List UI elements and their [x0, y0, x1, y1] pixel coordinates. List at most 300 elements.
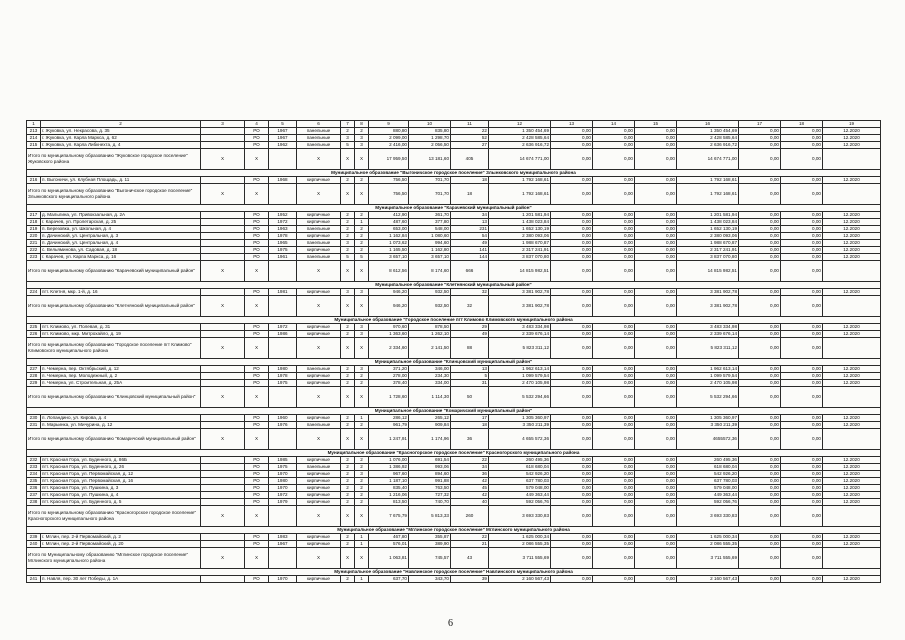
- table-cell: 0,00: [739, 464, 781, 471]
- table-cell: 967,60: [369, 471, 409, 478]
- table-cell: 5: [341, 142, 355, 149]
- table-cell: 12.2020: [823, 247, 881, 254]
- subtotal-empty: [269, 261, 297, 282]
- table-cell: 487,60: [369, 219, 409, 226]
- table-cell: кирпичные: [297, 415, 341, 422]
- table-cell: 0,00: [635, 219, 677, 226]
- table-cell: 237: [27, 492, 41, 499]
- table-cell: [201, 128, 245, 135]
- subtotal-area-total: 1 247,91: [369, 429, 409, 450]
- section-heading-row: [27, 408, 881, 415]
- table-cell: кирпичные: [297, 373, 341, 380]
- table-cell: 0,00: [593, 576, 635, 583]
- table-cell: 265,12: [409, 415, 451, 422]
- table-cell: 576,01: [369, 541, 409, 548]
- table-cell: 740,70: [409, 499, 451, 506]
- section-heading-row: [27, 569, 881, 576]
- table-cell: 0,00: [635, 177, 677, 184]
- table-cell: 835,40: [369, 485, 409, 492]
- table-cell: 637 780,03: [489, 478, 551, 485]
- table-cell: 1 792 168,61: [489, 177, 551, 184]
- table-cell: 0,00: [593, 247, 635, 254]
- table-cell: 232: [27, 457, 41, 464]
- table-cell: 894,60: [409, 471, 451, 478]
- table-cell: 238: [27, 499, 41, 506]
- table-cell: 0,00: [551, 478, 593, 485]
- table-cell: 12.2020: [823, 415, 881, 422]
- subtotal-value: 0,00: [739, 338, 781, 359]
- subtotal-value: 0,00: [551, 338, 593, 359]
- column-number: 15: [635, 121, 677, 128]
- subtotal-value: 0,00: [781, 506, 823, 527]
- table-cell: [201, 142, 245, 149]
- table-cell: панельные: [297, 240, 341, 247]
- table-cell: кирпичные: [297, 457, 341, 464]
- table-cell: 2: [341, 485, 355, 492]
- table-cell: 412,90: [369, 212, 409, 219]
- table-cell: 2: [341, 366, 355, 373]
- table-cell: 0,00: [551, 128, 593, 135]
- table-cell: 0,00: [781, 233, 823, 240]
- subtotal-value: 0,00: [635, 296, 677, 317]
- table-cell: 12.2020: [823, 226, 881, 233]
- table-cell: пгт. Красная Гора, ул. Пушкина, д. 4: [41, 492, 201, 499]
- table-cell: 2 380 093,06: [677, 233, 739, 240]
- table-cell: 2: [355, 478, 369, 485]
- subtotal-value: 0,00: [551, 261, 593, 282]
- table-cell: 0,00: [551, 142, 593, 149]
- subtotal-cost-owner: 5 532 294,66: [677, 387, 739, 408]
- table-cell: 0,00: [781, 457, 823, 464]
- table-cell: 1 652 130,19: [677, 226, 739, 233]
- table-cell: 1: [355, 219, 369, 226]
- table-cell: 355,87: [409, 534, 451, 541]
- subtotal-empty: [269, 149, 297, 170]
- table-cell: 22: [451, 457, 489, 464]
- subtotal-x: Х: [245, 149, 269, 170]
- subtotal-value: 0,00: [635, 338, 677, 359]
- subtotal-label: Итого по муниципальному образованию "Клинцовский муниципальный район": [27, 387, 201, 408]
- subtotal-empty: [269, 387, 297, 408]
- subtotal-residents: 32: [451, 296, 489, 317]
- subtotal-value: 0,00: [739, 506, 781, 527]
- subtotal-label: Итого по муниципальному образованию "Комаричский муниципальный район": [27, 429, 201, 450]
- table-cell: 1980: [269, 478, 297, 485]
- table-cell: кирпичные: [297, 534, 341, 541]
- table-cell: 0,00: [739, 380, 781, 387]
- table-row: [27, 212, 881, 219]
- subtotal-row: [27, 184, 881, 205]
- table-cell: 1 988 670,87: [677, 240, 739, 247]
- column-number: 5: [269, 121, 297, 128]
- section-heading-row: [27, 359, 881, 366]
- table-cell: 1976: [269, 422, 297, 429]
- table-cell: 1985: [269, 457, 297, 464]
- table-cell: 12.2020: [823, 289, 881, 296]
- table-row: [27, 226, 881, 233]
- table-cell: 2 056,50: [409, 142, 451, 149]
- table-cell: РО: [245, 478, 269, 485]
- table-cell: 2: [341, 457, 355, 464]
- table-cell: панельные: [297, 422, 341, 429]
- table-cell: 29: [451, 324, 489, 331]
- subtotal-cost: 5 532 294,66: [489, 387, 551, 408]
- subtotal-row: [27, 296, 881, 317]
- subtotal-value: 0,00: [551, 149, 593, 170]
- table-cell: [201, 457, 245, 464]
- table-cell: РО: [245, 331, 269, 338]
- subtotal-cost: 3 711 555,69: [489, 548, 551, 569]
- table-cell: кирпичные: [297, 247, 341, 254]
- subtotal-value: 0,00: [635, 184, 677, 205]
- table-cell: 1 201 581,94: [489, 212, 551, 219]
- table-cell: 12.2020: [823, 422, 881, 429]
- subtotal-value: 0,00: [781, 429, 823, 450]
- table-cell: [201, 289, 245, 296]
- table-cell: 0,00: [635, 212, 677, 219]
- section-heading-row: [27, 527, 881, 534]
- table-cell: кирпичные: [297, 233, 341, 240]
- table-cell: 0,00: [739, 226, 781, 233]
- column-number: 2: [41, 121, 201, 128]
- section-heading: Муниципальное образование "Красногорское городское поселение" Красногорского муниципального района: [27, 450, 881, 457]
- table-cell: [201, 492, 245, 499]
- table-cell: 12.2020: [823, 464, 881, 471]
- table-cell: 3 837 070,80: [677, 254, 739, 261]
- table-cell: кирпичные: [297, 331, 341, 338]
- table-cell: 214: [27, 135, 41, 142]
- table-cell: 1975: [269, 380, 297, 387]
- table-cell: 0,00: [635, 541, 677, 548]
- table-cell: кирпичные: [297, 177, 341, 184]
- table-cell: 1 438 023,84: [489, 219, 551, 226]
- table-cell: 2: [341, 324, 355, 331]
- table-cell: 579 048,00: [677, 485, 739, 492]
- subtotal-x: Х: [355, 387, 369, 408]
- subtotal-empty: [823, 548, 881, 569]
- table-cell: 0,00: [781, 492, 823, 499]
- table-cell: 2: [355, 233, 369, 240]
- subtotal-x: Х: [297, 184, 341, 205]
- table-cell: п. Навля, пер. 30 лет Победы, д. 1А: [41, 576, 201, 583]
- table-cell: 0,00: [551, 212, 593, 219]
- page-number: 6: [448, 618, 453, 629]
- subtotal-value: 0,00: [635, 429, 677, 450]
- table-cell: 1970: [269, 576, 297, 583]
- table-row: [27, 380, 881, 387]
- table-cell: 0,00: [739, 576, 781, 583]
- subtotal-value: 0,00: [551, 387, 593, 408]
- table-cell: п. Дачинский, ул. Центральная, д. 4: [41, 240, 201, 247]
- subtotal-x: Х: [245, 184, 269, 205]
- table-cell: п. Березовка, ул. Школьная, д. 4: [41, 226, 201, 233]
- subtotal-area-living: 5 813,33: [409, 506, 451, 527]
- table-cell: 0,00: [739, 135, 781, 142]
- table-cell: 334,00: [409, 380, 451, 387]
- table-cell: 1967: [269, 128, 297, 135]
- table-cell: 0,00: [593, 464, 635, 471]
- table-cell: 233: [27, 464, 41, 471]
- table-cell: 994,60: [409, 240, 451, 247]
- table-cell: 371,20: [369, 366, 409, 373]
- table-cell: [201, 576, 245, 583]
- subtotal-row: [27, 261, 881, 282]
- table-cell: 0,00: [781, 289, 823, 296]
- table-cell: РО: [245, 233, 269, 240]
- table-cell: 12.2020: [823, 324, 881, 331]
- subtotal-value: 0,00: [593, 149, 635, 170]
- table-cell: кирпичные: [297, 541, 341, 548]
- section-heading-row: [27, 170, 881, 177]
- subtotal-value: 0,00: [739, 548, 781, 569]
- column-number: 7: [341, 121, 355, 128]
- table-cell: 343,70: [409, 576, 451, 583]
- table-cell: 42: [451, 492, 489, 499]
- table-cell: 40: [451, 499, 489, 506]
- table-cell: 231: [451, 226, 489, 233]
- table-cell: 1963: [269, 226, 297, 233]
- subtotal-empty: [823, 261, 881, 282]
- table-cell: 0,00: [593, 422, 635, 429]
- table-body: [27, 121, 881, 583]
- table-cell: 909,84: [409, 422, 451, 429]
- table-cell: 0,00: [551, 240, 593, 247]
- subtotal-x: Х: [245, 261, 269, 282]
- subtotal-empty: [269, 548, 297, 569]
- table-cell: 2: [341, 415, 355, 422]
- table-cell: 0,00: [593, 128, 635, 135]
- table-cell: 0,00: [781, 576, 823, 583]
- section-heading: Муниципальное образование "Клинцовский муниципальный район": [27, 359, 881, 366]
- subtotal-label: Итого по муниципальному образованию "Жуковское городское поселение" Жуковского района: [27, 149, 201, 170]
- table-cell: 2: [341, 492, 355, 499]
- table-cell: 1 350 454,69: [677, 128, 739, 135]
- table-cell: г. Карачев, ул. Карла Маркса, д. 16: [41, 254, 201, 261]
- subtotal-x: Х: [201, 387, 245, 408]
- table-cell: панельные: [297, 226, 341, 233]
- subtotal-x: Х: [201, 548, 245, 569]
- subtotal-empty: [823, 506, 881, 527]
- table-cell: 3 657,10: [369, 254, 409, 261]
- table-cell: 813,50: [369, 499, 409, 506]
- table-cell: 230: [27, 415, 41, 422]
- table-cell: 2: [355, 499, 369, 506]
- table-cell: РО: [245, 247, 269, 254]
- table-row: [27, 534, 881, 541]
- table-cell: 3 381 902,78: [677, 289, 739, 296]
- subtotal-x: Х: [297, 548, 341, 569]
- subtotal-residents: 36: [451, 429, 489, 450]
- table-cell: панельные: [297, 135, 341, 142]
- table-cell: п. Выгоничи, ул. Клубная Площадь, д. 11: [41, 177, 201, 184]
- table-cell: 0,00: [739, 366, 781, 373]
- subtotal-area-living: 701,70: [409, 184, 451, 205]
- subtotal-residents: 405: [451, 149, 489, 170]
- table-cell: [201, 464, 245, 471]
- section-heading-row: [27, 450, 881, 457]
- section-heading-row: [27, 317, 881, 324]
- table-cell: 0,00: [739, 457, 781, 464]
- table-cell: 1952: [269, 212, 297, 219]
- table-cell: 970,60: [369, 324, 409, 331]
- subtotal-empty: [269, 338, 297, 359]
- subtotal-value: 0,00: [781, 149, 823, 170]
- table-row: [27, 464, 881, 471]
- subtotal-x: Х: [355, 261, 369, 282]
- table-cell: 0,00: [635, 226, 677, 233]
- table-cell: 2: [341, 499, 355, 506]
- column-number: 16: [677, 121, 739, 128]
- table-cell: 0,00: [739, 324, 781, 331]
- subtotal-cost: 1 792 168,61: [489, 184, 551, 205]
- table-cell: 12.2020: [823, 576, 881, 583]
- table-cell: 1: [355, 541, 369, 548]
- subtotal-label: Итого по муниципальному образованию "Выгоничское городское поселение" Злынковского муниципального района: [27, 184, 201, 205]
- subtotal-value: 0,00: [635, 548, 677, 569]
- subtotal-value: 0,00: [739, 184, 781, 205]
- table-cell: 18: [451, 177, 489, 184]
- table-cell: 0,00: [593, 380, 635, 387]
- subtotal-x: Х: [245, 387, 269, 408]
- table-cell: [201, 135, 245, 142]
- subtotal-value: 0,00: [739, 429, 781, 450]
- subtotal-x: Х: [355, 338, 369, 359]
- table-cell: 2: [341, 212, 355, 219]
- table-cell: 1961: [269, 254, 297, 261]
- table-cell: [201, 366, 245, 373]
- subtotal-empty: [269, 429, 297, 450]
- subtotal-value: 0,00: [551, 548, 593, 569]
- table-cell: 0,00: [593, 219, 635, 226]
- table-row: [27, 219, 881, 226]
- table-cell: 2: [341, 478, 355, 485]
- table-cell: 2: [355, 226, 369, 233]
- table-cell: РО: [245, 492, 269, 499]
- table-cell: 141: [451, 247, 489, 254]
- table-cell: 12.2020: [823, 380, 881, 387]
- table-cell: 228: [27, 373, 41, 380]
- table-cell: 961,79: [369, 422, 409, 429]
- subtotal-x: Х: [355, 296, 369, 317]
- table-cell: 260 495,36: [677, 457, 739, 464]
- table-cell: 215: [27, 142, 41, 149]
- section-heading: Муниципальное образование "Комаричский муниципальный район": [27, 408, 881, 415]
- subtotal-area-total: 1 063,81: [369, 548, 409, 569]
- subtotal-x: Х: [341, 149, 355, 170]
- table-cell: РО: [245, 373, 269, 380]
- table-cell: 1 625 000,34: [677, 534, 739, 541]
- table-cell: 2: [355, 422, 369, 429]
- table-cell: 0,00: [593, 324, 635, 331]
- subtotal-residents: 666: [451, 261, 489, 282]
- table-cell: 2 086 555,35: [677, 541, 739, 548]
- table-cell: 0,00: [635, 478, 677, 485]
- subtotal-cost-owner: 14 815 982,51: [677, 261, 739, 282]
- table-cell: 579 048,00: [489, 485, 551, 492]
- subtotal-area-living: 1 174,96: [409, 429, 451, 450]
- table-cell: 727,32: [409, 492, 451, 499]
- table-cell: 1 792 168,61: [677, 177, 739, 184]
- table-cell: 542 926,20: [489, 471, 551, 478]
- table-cell: 2: [341, 247, 355, 254]
- table-cell: 278,00: [369, 373, 409, 380]
- table-cell: 0,00: [551, 485, 593, 492]
- table-cell: [201, 541, 245, 548]
- table-cell: пгт. Клетня, мкр. 1-й, д. 16: [41, 289, 201, 296]
- section-heading: Муниципальное образование "Выгоничское городское поселение" Злынковского муниципального района: [27, 170, 881, 177]
- table-cell: 2 428 585,64: [677, 135, 739, 142]
- table-cell: РО: [245, 177, 269, 184]
- table-cell: 13: [451, 366, 489, 373]
- table-cell: 542 926,20: [677, 471, 739, 478]
- table-cell: 213: [27, 128, 41, 135]
- table-cell: г. Мглин, пер. 2-й Первомайский, д. 2: [41, 534, 201, 541]
- table-cell: 0,00: [551, 492, 593, 499]
- table-cell: 763,50: [409, 485, 451, 492]
- table-cell: 0,00: [551, 464, 593, 471]
- section-heading-row: [27, 205, 881, 212]
- subtotal-x: Х: [297, 429, 341, 450]
- subtotal-x: Х: [341, 296, 355, 317]
- table-cell: 1 165,50: [369, 247, 409, 254]
- table-cell: 1970: [269, 471, 297, 478]
- table-row: [27, 457, 881, 464]
- subtotal-residents: 18: [451, 184, 489, 205]
- subtotal-cost-owner: 3 381 902,78: [677, 296, 739, 317]
- subtotal-value: 0,00: [781, 338, 823, 359]
- table-cell: 0,00: [635, 128, 677, 135]
- table-cell: 0,00: [593, 499, 635, 506]
- table-cell: 2 339 676,14: [677, 331, 739, 338]
- table-cell: пгт. Красная Гора, ул. Буденного, д. 5: [41, 499, 201, 506]
- table-cell: 12.2020: [823, 541, 881, 548]
- table-cell: [201, 212, 245, 219]
- table-cell: [201, 177, 245, 184]
- table-cell: 0,00: [781, 471, 823, 478]
- subtotal-area-living: 2 141,50: [409, 338, 451, 359]
- table-cell: 0,00: [551, 177, 593, 184]
- subtotal-value: 0,00: [781, 184, 823, 205]
- table-cell: [201, 254, 245, 261]
- table-cell: 1986: [269, 331, 297, 338]
- table-cell: 3: [355, 324, 369, 331]
- subtotal-area-total: 756,50: [369, 184, 409, 205]
- subtotal-cost: 4 655 572,36: [489, 429, 551, 450]
- table-cell: РО: [245, 226, 269, 233]
- table-cell: 0,00: [781, 499, 823, 506]
- table-cell: 0,00: [593, 366, 635, 373]
- subtotal-value: 0,00: [551, 429, 593, 450]
- table-cell: 12.2020: [823, 240, 881, 247]
- table-cell: 218: [27, 219, 41, 226]
- table-cell: 0,00: [635, 289, 677, 296]
- table-cell: 2: [341, 233, 355, 240]
- subtotal-residents: 50: [451, 387, 489, 408]
- table-cell: [201, 226, 245, 233]
- table-cell: п. Марьинка, ул. Мичурина, д. 12: [41, 422, 201, 429]
- table-cell: РО: [245, 422, 269, 429]
- subtotal-area-total: 1 728,60: [369, 387, 409, 408]
- table-cell: 2: [341, 177, 355, 184]
- table-cell: 52: [451, 135, 489, 142]
- table-cell: 2: [355, 373, 369, 380]
- table-cell: 222: [27, 247, 41, 254]
- table-cell: 1 988 670,87: [489, 240, 551, 247]
- table-cell: РО: [245, 128, 269, 135]
- table-row: [27, 576, 881, 583]
- column-number: 8: [355, 121, 369, 128]
- table-cell: с. Вельяминова, ул. Садовая, д. 18: [41, 247, 201, 254]
